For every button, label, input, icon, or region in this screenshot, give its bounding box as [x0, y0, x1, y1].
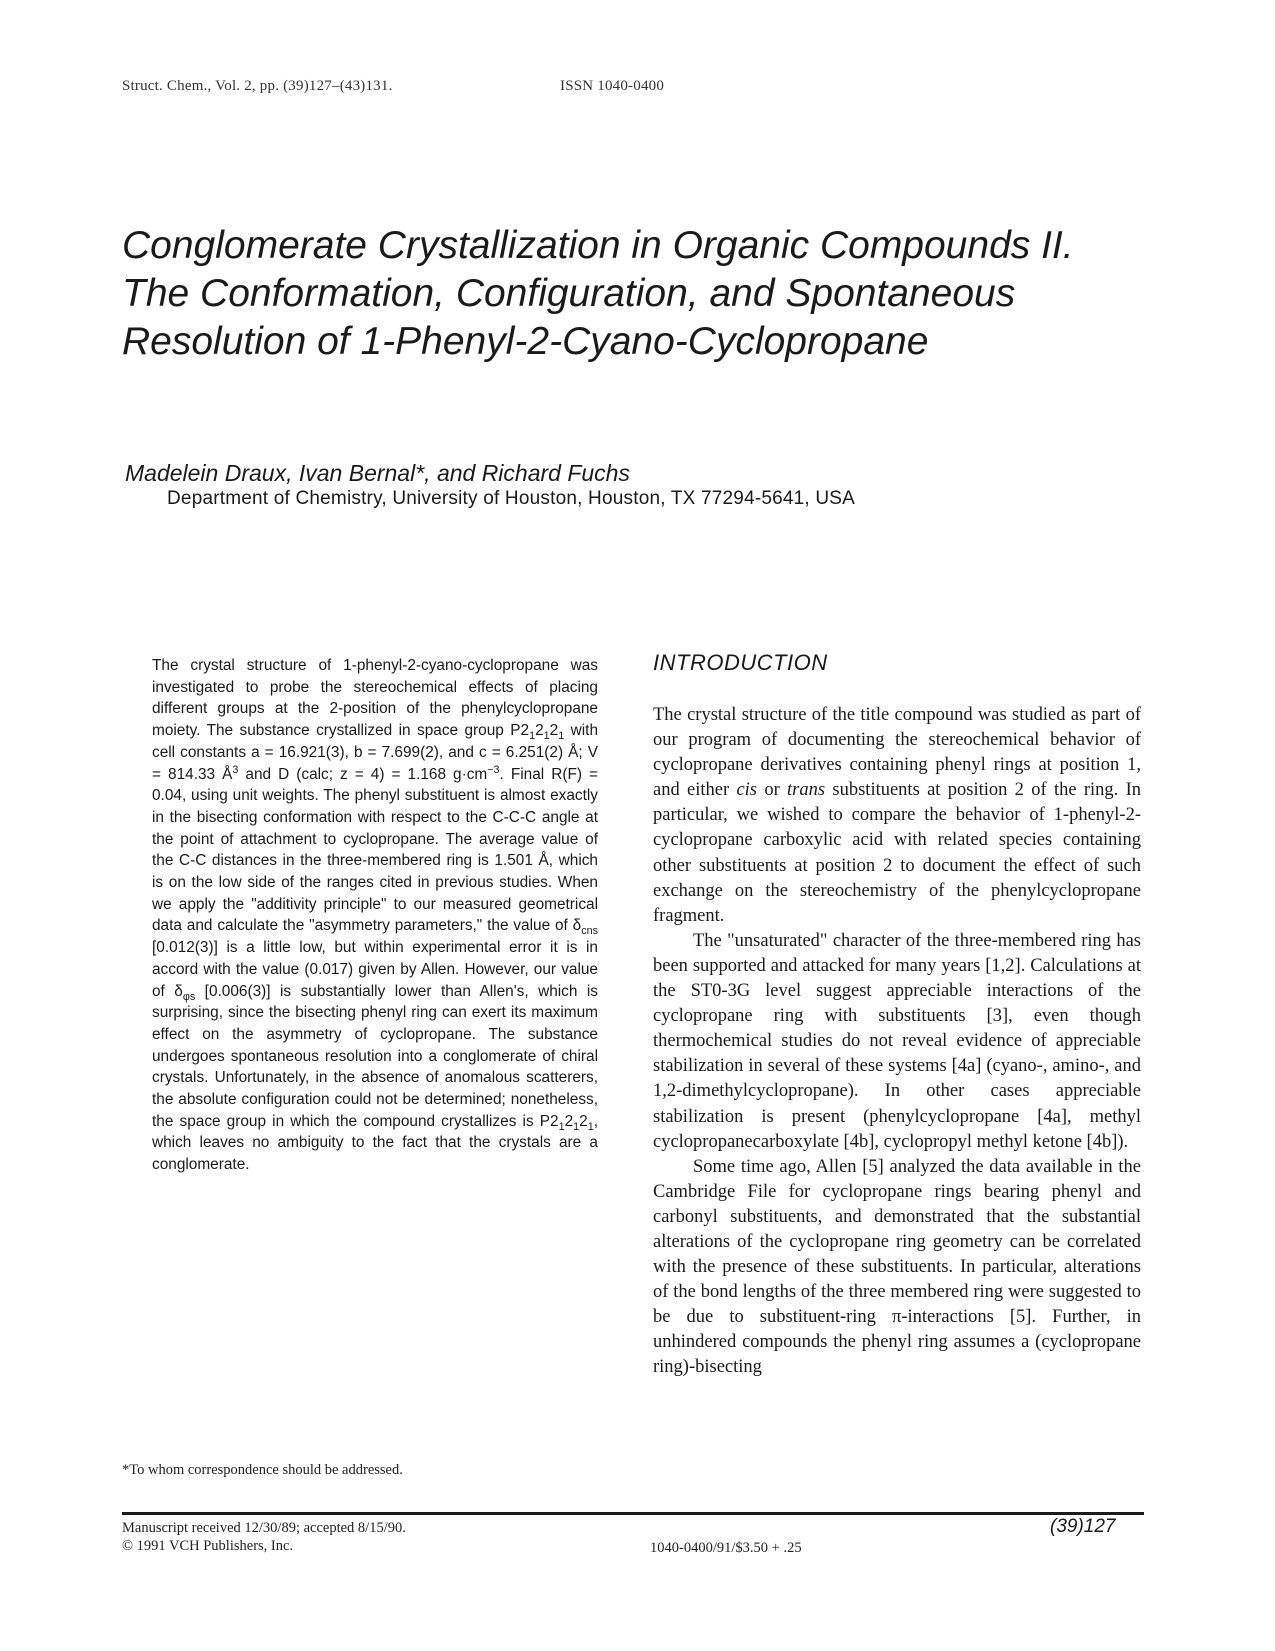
article-title: Conglomerate Crystallization in Organic Compounds II. The Conformation, Configuration, and Spontaneous Resolution of 1-Phenyl-2-Cyano-Cyclopropane	[122, 224, 1074, 363]
intro-paragraph-1: The crystal structure of the title compound was studied as part of our program of documenting the stereochemical behavior of cyclopropane derivatives containing phenyl rings at position 1, and either cis or trans substituents at position 2 of the ring. In particular, we wished to compare the behavior of 1-phenyl-2-cyclopropane carboxylic acid with related species containing other substituents at position 2 to document the effect of such exchange on the stereochemistry of the phenylcyclopropane fragment.	[653, 705, 1141, 926]
page-number: (39)127	[1050, 1516, 1116, 1537]
footer-rule	[122, 1512, 1144, 1515]
intro-paragraph-2: The "unsaturated" character of the three-membered ring has been supported and attacked for many years [1,2]. Calculations at the ST0-3G level suggest appreciable interactions of the cyclopropane ring with substituents [3], even though thermochemical studies do not reveal evidence of appreciable stabilization in several of these systems [4a] (cyano-, amino-, and 1,2-dimethylcyclopropane). In other cases appreciable stabilization is present (phenylcyclopropane [4a], methyl cyclopropanecarboxylate [4b], cyclopropyl methyl ketone [4b]).	[653, 930, 1141, 1152]
correspondence-footnote: *To whom correspondence should be addressed.	[122, 1462, 403, 1478]
price-code: 1040-0400/91/$3.50 + .25	[650, 1540, 802, 1556]
introduction-heading: INTRODUCTION	[653, 650, 828, 675]
intro-paragraph-3: Some time ago, Allen [5] analyzed the data available in the Cambridge File for cyclopropane rings bearing phenyl and carbonyl substituents, and demonstrated that the substantial alterations of the cyclopropane ring geometry can be correlated with the presence of these substituents. In particular, alterations of the bond lengths of the three membered ring were suggested to be due to substituent-ring π-interactions [5]. Further, in unhindered compounds the phenyl ring assumes a (cyclopropane ring)-bisecting	[653, 1156, 1141, 1378]
running-head-citation: Struct. Chem., Vol. 2, pp. (39)127–(43)131.	[122, 78, 393, 94]
author-list: Madelein Draux, Ivan Bernal*, and Richard Fuchs	[125, 460, 630, 486]
introduction-body	[653, 703, 1141, 1381]
copyright: © 1991 VCH Publishers, Inc.	[122, 1538, 294, 1554]
author-affiliation: Department of Chemistry, University of Houston, Houston, TX 77294-5641, USA	[167, 488, 856, 509]
running-head-issn: ISSN 1040-0400	[560, 78, 665, 94]
abstract: The crystal structure of 1-phenyl-2-cyano-cyclopropane was investigated to probe the stereochemical effects of placing different groups at the 2-position of the phenylcyclopropane moiety. The substance crystallized in space group $P2_12_12_1$ with cell constants a = 16.921(3), b = 7.699(2), and c = 6.251(2) Å; V = 814.33 $Å^3$ and D (calc; z = 4) = 1.168 $g\cdot cm^{-3}$. Final R(F) = 0.04, using unit weights. The phenyl substituent is almost exactly in the bisecting conformation with respect to the C-C-C angle at the point of attachment to cyclopropane. The average value of the C-C distances in the three-membered ring is 1.501 Å, which is on the low side of the ranges cited in previous studies. When we apply the "additivity principle" to our measured geometrical data and calculate the "asymmetry parameters," the value of $\delta_{cns}$ [0.012(3)] is a little low, but within experimental error it is in accord with the value (0.017) given by Allen. However, our value of $\delta_{\varphi s}$ [0.006(3)] is substantially lower than Allen's, which is surprising, since the bisecting phenyl ring can exert its maximum effect on the asymmetry of cyclopropane. The substance undergoes spontaneous resolution into a conglomerate of chiral crystals. Unfortunately, in the absence of anomalous scatterers, the absolute configuration could not be determined; nonetheless, the space group in which the compound crystallizes is $P2_12_12_1$, which leaves no ambiguity to the fact that the crystals are a conglomerate.	[152, 657, 598, 1174]
manuscript-received: Manuscript received 12/30/89; accepted 8/15/90.	[122, 1520, 406, 1536]
